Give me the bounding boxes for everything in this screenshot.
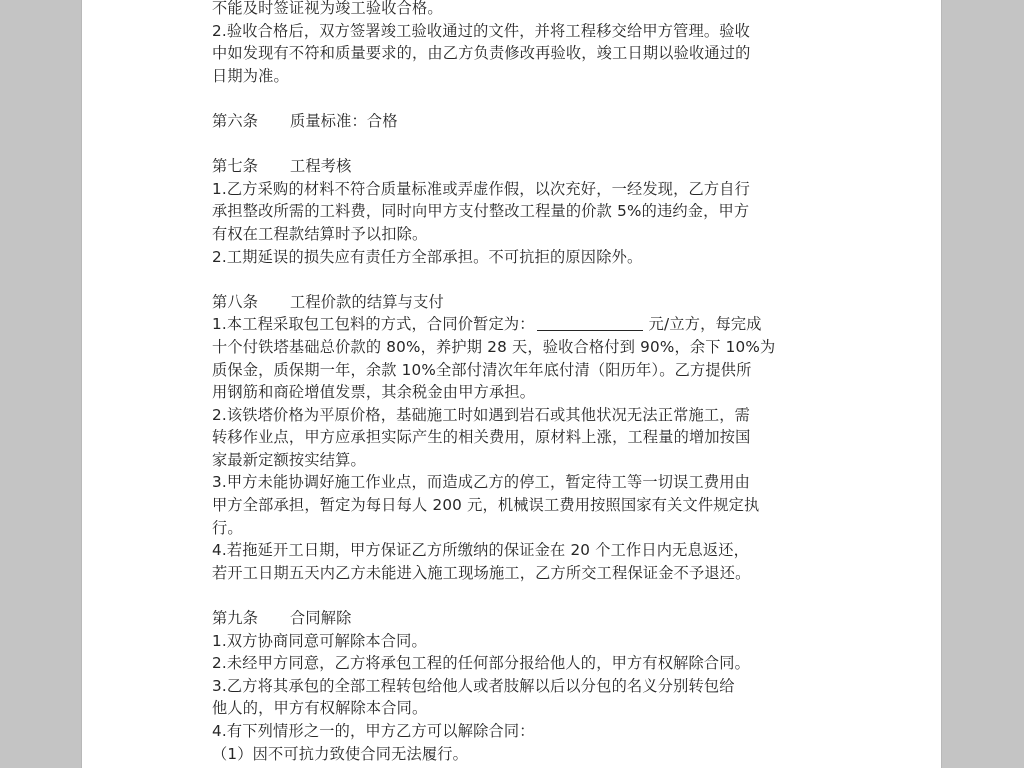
spacer bbox=[212, 584, 822, 607]
paragraph-line: 十个付铁塔基础总价款的 80%，养护期 28 天，验收合格付到 90%，余下 10%为 bbox=[212, 337, 776, 356]
article-title: 工程考核 bbox=[290, 157, 352, 176]
text-before-blank: 1.本工程采取包工包料的方式，合同价暂定为： bbox=[212, 315, 535, 334]
spacer bbox=[212, 268, 822, 291]
paragraph-line: 中如发现有不符和质量要求的，由乙方负责修改再验收，竣工日期以验收通过的 bbox=[212, 44, 751, 63]
page-content bbox=[212, 0, 822, 765]
paragraph-line: 2.工期延误的损失应有责任方全部承担。不可抗拒的原因除外。 bbox=[212, 247, 643, 266]
paragraph-line: 2.该铁塔价格为平原价格，基础施工时如遇到岩石或其他状况无法正常施工，需 bbox=[212, 405, 751, 424]
paragraph-line: 甲方全部承担，暂定为每日每人 200 元，机械误工费用按照国家有关文件规定执 bbox=[212, 496, 760, 515]
paragraph-line: 2.未经甲方同意，乙方将承包工程的任何部分报给他人的，甲方有权解除合同。 bbox=[212, 654, 751, 673]
spacer bbox=[212, 87, 822, 110]
paragraph-line: 用钢筋和商砼增值发票，其余税金由甲方承担。 bbox=[212, 383, 536, 402]
paragraph-line: 质保金，质保期一年，余款 10%全部付清次年年底付清（阳历年）。乙方提供所 bbox=[212, 360, 752, 379]
article-9-heading bbox=[212, 607, 822, 630]
article-title: 质量标准：合格 bbox=[290, 111, 398, 130]
article-title: 工程价款的结算与支付 bbox=[290, 292, 444, 311]
paragraph-line: 1.乙方采购的材料不符合质量标准或弄虚作假，以次充好，一经发现，乙方自行 bbox=[212, 179, 751, 198]
paragraph-line: 行。 bbox=[212, 518, 243, 537]
paragraph-line: 不能及时签证视为竣工验收合格。 bbox=[212, 0, 443, 17]
paragraph-line: 日期为准。 bbox=[212, 66, 289, 85]
paragraph-line: （1）因不可抗力致使合同无法履行。 bbox=[212, 744, 469, 763]
text-after-blank: 元/立方，每完成 bbox=[648, 315, 762, 334]
article-number: 第七条 bbox=[212, 157, 259, 176]
paragraph-line: 若开工日期五天内乙方未能进入施工现场施工，乙方所交工程保证金不予退还。 bbox=[212, 563, 751, 582]
article-7-heading bbox=[212, 155, 822, 178]
paragraph-line: 3.甲方未能协调好施工作业点，而造成乙方的停工，暂定待工等一切误工费用由 bbox=[212, 473, 751, 492]
paragraph-line: 3.乙方将其承包的全部工程转包给他人或者肢解以后以分包的名义分别转包给 bbox=[212, 676, 735, 695]
paragraph-line-with-blank bbox=[212, 313, 822, 336]
spacer bbox=[212, 133, 822, 156]
paragraph-line: 他人的，甲方有权解除本合同。 bbox=[212, 699, 428, 718]
paragraph-line: 1.双方协商同意可解除本合同。 bbox=[212, 631, 427, 650]
paragraph-line: 有权在工程款结算时予以扣除。 bbox=[212, 224, 428, 243]
article-6-heading bbox=[212, 110, 822, 133]
paragraph-line: 2.验收合格后，双方签署竣工验收通过的文件，并将工程移交给甲方管理。验收 bbox=[212, 21, 751, 40]
price-blank-field bbox=[537, 314, 643, 331]
paragraph-line: 4.有下列情形之一的，甲方乙方可以解除合同： bbox=[212, 722, 535, 740]
paragraph-line: 转移作业点，甲方应承担实际产生的相关费用，原材料上涨，工程量的增加按国 bbox=[212, 428, 751, 447]
paragraph-line: 承担整改所需的工料费，同时向甲方支付整改工程量的价款 5%的违约金，甲方 bbox=[212, 202, 750, 221]
paragraph-line: 家最新定额按实结算。 bbox=[212, 450, 366, 469]
article-8-heading bbox=[212, 291, 822, 314]
article-title: 合同解除 bbox=[290, 609, 352, 628]
article-number: 第八条 bbox=[212, 292, 259, 311]
article-number: 第六条 bbox=[212, 111, 259, 130]
paragraph-line: 4.若拖延开工日期，甲方保证乙方所缴纳的保证金在 20 个工作日内无息返还， bbox=[212, 541, 750, 560]
article-number: 第九条 bbox=[212, 609, 259, 628]
document-page bbox=[82, 0, 941, 768]
